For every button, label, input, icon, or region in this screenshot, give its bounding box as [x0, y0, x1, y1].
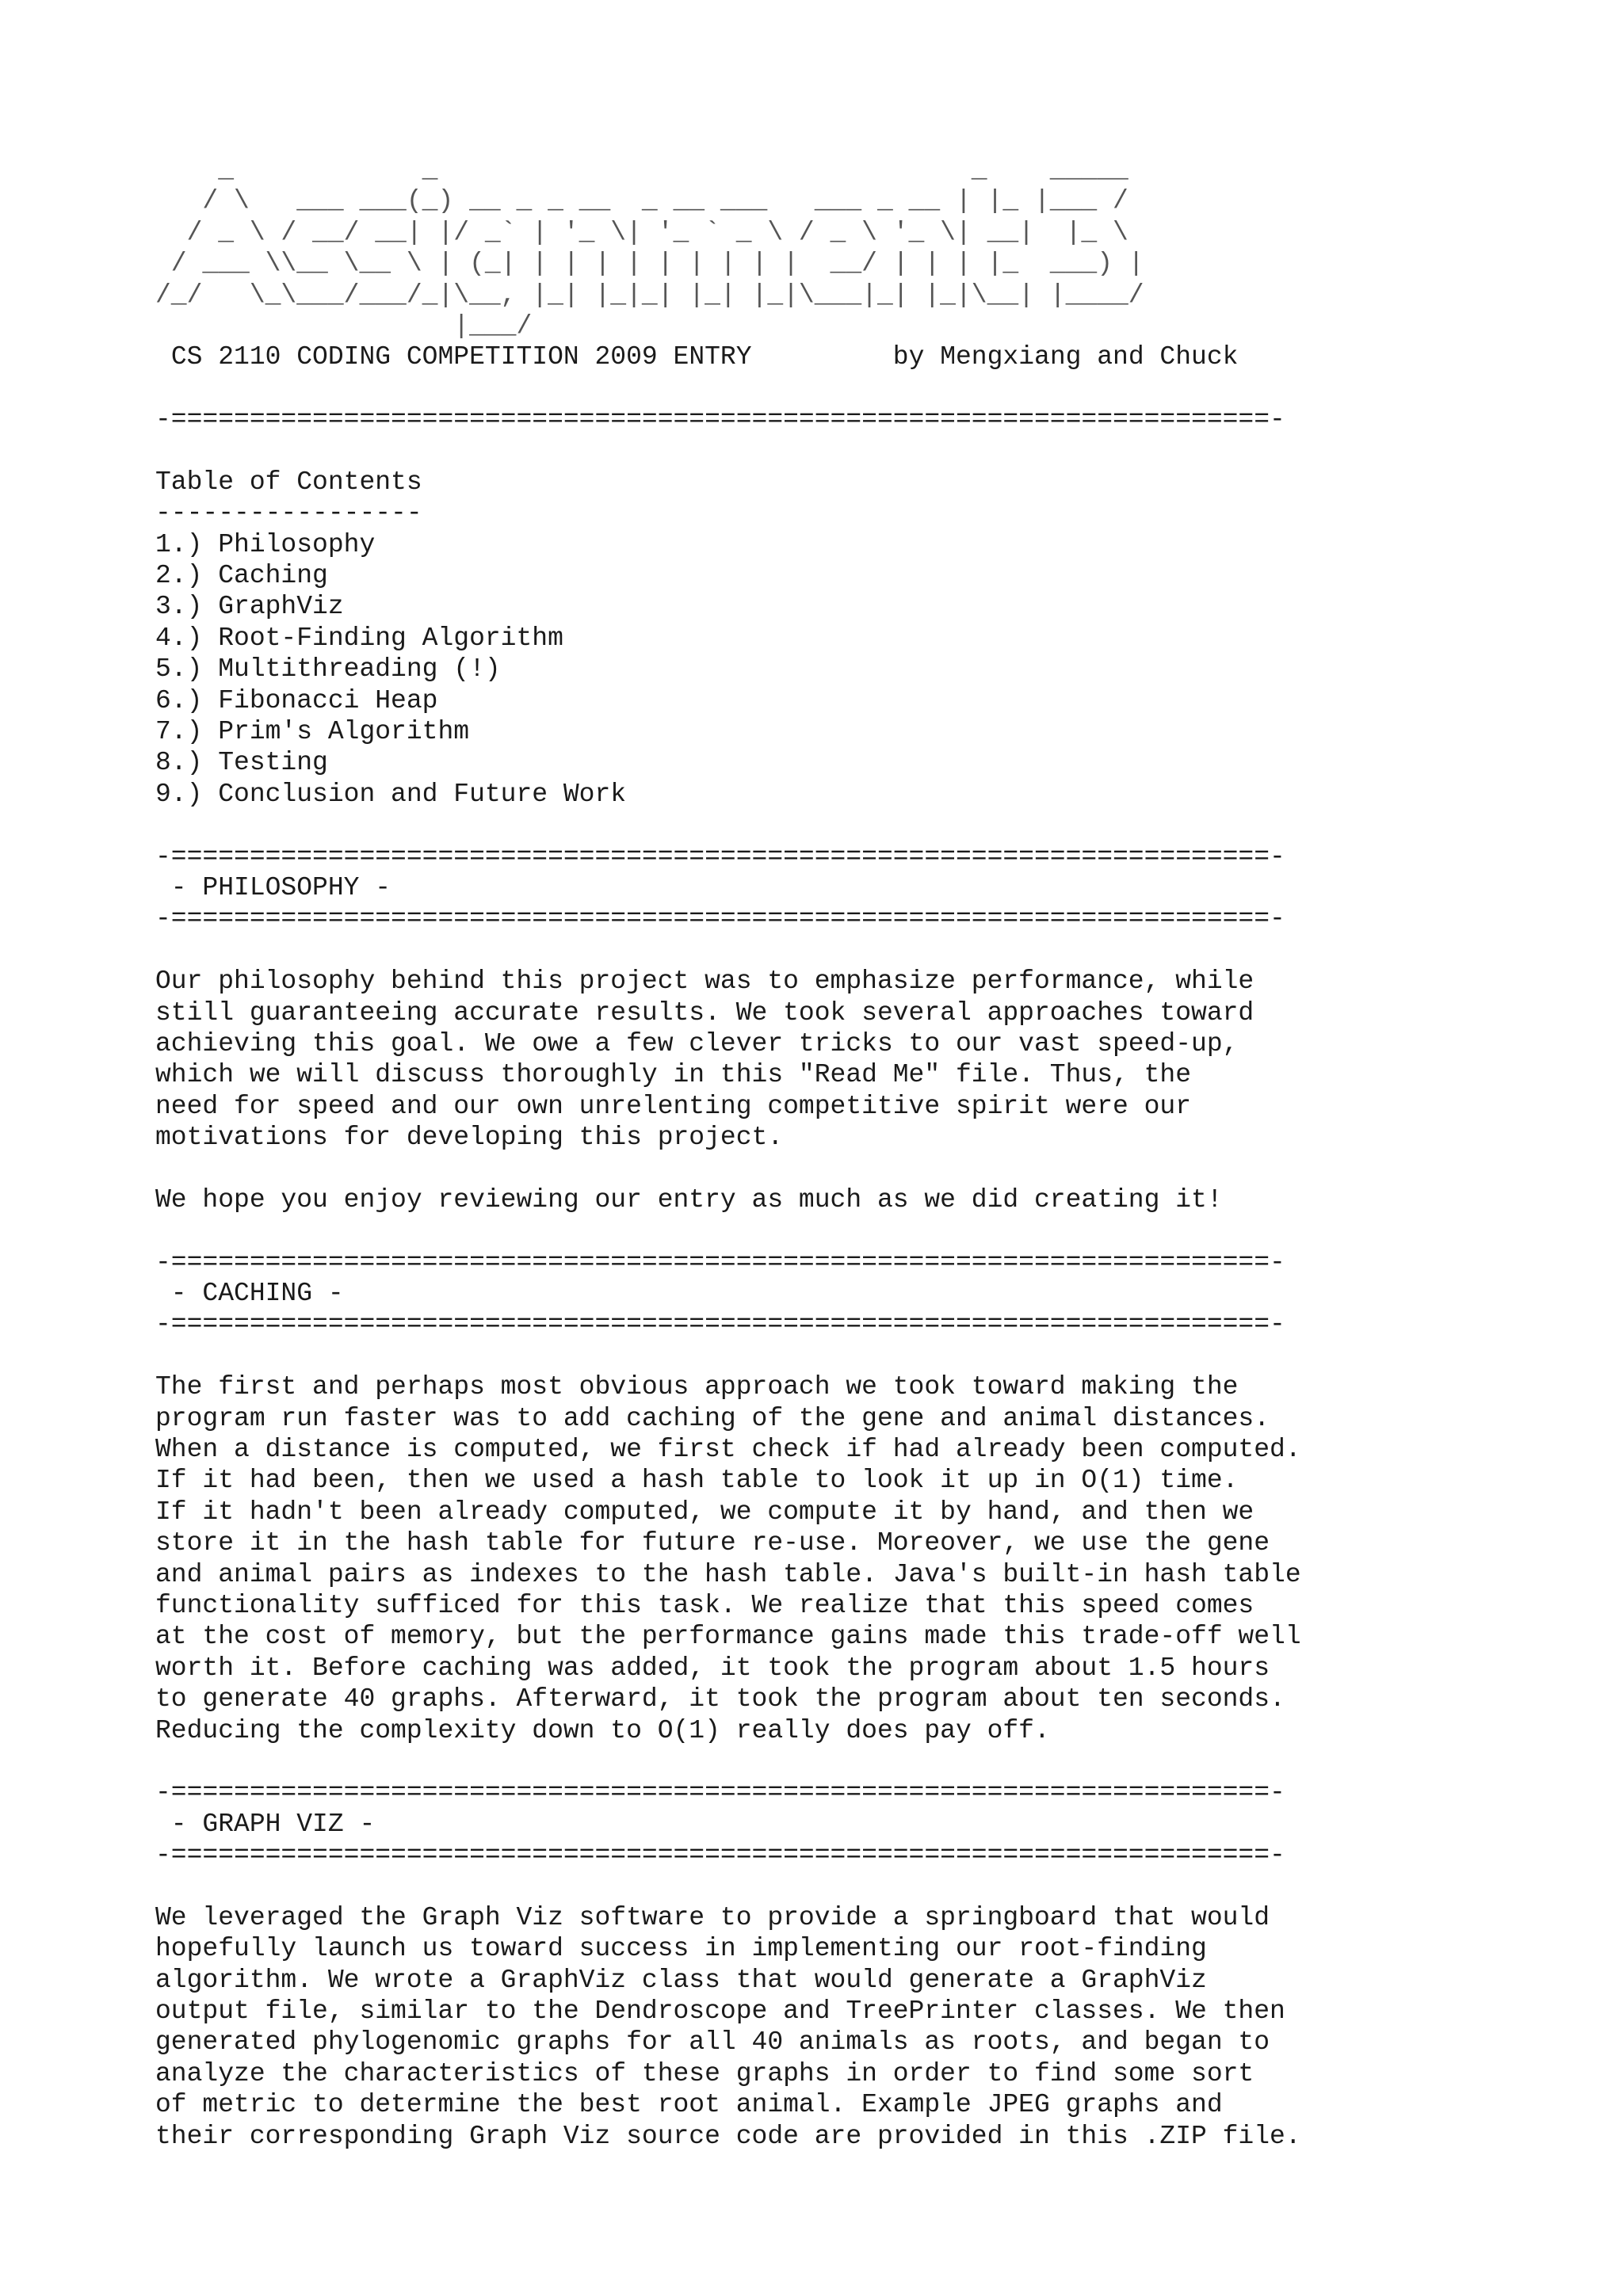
- toc-item: 9.) Conclusion and Future Work: [155, 779, 627, 809]
- section-philosophy: [155, 841, 1582, 1216]
- text-line: of metric to determine the best root animal. Example JPEG graphs and: [155, 2090, 1223, 2120]
- separator: -======================================================================-: [155, 841, 1285, 871]
- authors: by Mengxiang and Chuck: [892, 342, 1239, 372]
- separator: -======================================================================-: [155, 405, 1285, 435]
- text-line: If it hadn't been already computed, we compute it by hand, and then we: [155, 1497, 1254, 1527]
- toc-item: 3.) GraphViz: [155, 592, 344, 622]
- text-line: When a distance is computed, we first check if had already been computed.: [155, 1435, 1301, 1465]
- text-line: analyze the characteristics of these graphs in order to find some sort: [155, 2058, 1254, 2088]
- text-line: to generate 40 graphs. Afterward, it took the program about ten seconds.: [155, 1684, 1285, 1714]
- banner-line: |___/: [155, 311, 533, 341]
- toc-item: 5.) Multithreading (!): [155, 654, 501, 685]
- competition-title: CS 2110 CODING COMPETITION 2009 ENTRY: [170, 342, 752, 372]
- table-of-contents: [155, 467, 1582, 810]
- paragraph: [155, 1902, 1582, 2152]
- text-line: need for speed and our own unrelenting competitive spirit were our: [155, 1091, 1192, 1121]
- toc-item: 2.) Caching: [155, 561, 328, 591]
- text-line: their corresponding Graph Viz source code are provided in this .ZIP file.: [155, 2121, 1301, 2151]
- paragraph: [155, 1371, 1582, 1746]
- toc-item: 1.) Philosophy: [155, 529, 376, 559]
- separator: -======================================================================-: [155, 1310, 1285, 1340]
- text-line: Reducing the complexity down to O(1) really does pay off.: [155, 1715, 1050, 1745]
- text-line: program run faster was to add caching of the gene and animal distances.: [155, 1403, 1270, 1433]
- toc-underline: -----------------: [155, 498, 422, 528]
- text-line: The first and perhaps most obvious approach we took toward making the: [155, 1372, 1239, 1402]
- readme-document: [155, 154, 1582, 2152]
- text-line: store it in the hash table for future re-use. Moreover, we use the gene: [155, 1528, 1270, 1558]
- section-heading: - CACHING -: [155, 1279, 344, 1309]
- separator: -======================================================================-: [155, 904, 1285, 934]
- banner-line: _ _ _ _____: [155, 155, 1128, 185]
- text-line: hopefully launch us toward success in implementing our root-finding: [155, 1934, 1207, 1964]
- banner-line: /_/ \_\___/___/_|\__, |_| |_|_| |_| |_|\___|_| |_|\__| |____/: [155, 280, 1144, 310]
- separator: -======================================================================-: [155, 1840, 1285, 1871]
- separator: -======================================================================-: [155, 1247, 1285, 1277]
- text-line: generated phylogenomic graphs for all 40 animals as roots, and began to: [155, 2027, 1270, 2058]
- text-line: functionality sufficed for this task. We realize that this speed comes: [155, 1590, 1254, 1620]
- subtitle-row: [155, 341, 1582, 372]
- text-line: algorithm. We wrote a GraphViz class that would generate a GraphViz: [155, 1965, 1207, 1995]
- banner-line: / \ ___ ___(_) __ _ _ __ _ __ ___ ___ _ __ | |_ |___ /: [155, 186, 1128, 216]
- text-line: We leveraged the Graph Viz software to provide a springboard that would: [155, 1902, 1270, 1932]
- text-line: which we will discuss thoroughly in this "Read Me" file. Thus, the: [155, 1060, 1192, 1090]
- section-caching: [155, 1247, 1582, 1746]
- toc-item: 6.) Fibonacci Heap: [155, 685, 438, 715]
- ascii-title-banner: [155, 154, 1582, 341]
- paragraph: [155, 966, 1582, 1153]
- text-line: motivations for developing this project.: [155, 1123, 784, 1153]
- text-line: achieving this goal. We owe a few clever tricks to our vast speed-up,: [155, 1028, 1239, 1058]
- section-heading: - GRAPH VIZ -: [155, 1809, 376, 1839]
- text-line: worth it. Before caching was added, it took the program about 1.5 hours: [155, 1653, 1270, 1683]
- text-line: We hope you enjoy reviewing our entry as much as we did creating it!: [155, 1184, 1223, 1215]
- section-graph-viz: [155, 1777, 1582, 2152]
- section-heading: - PHILOSOPHY -: [155, 872, 391, 902]
- toc-item: 8.) Testing: [155, 748, 328, 778]
- toc-item: 7.) Prim's Algorithm: [155, 717, 470, 747]
- toc-item: 4.) Root-Finding Algorithm: [155, 623, 563, 653]
- text-line: at the cost of memory, but the performance gains made this trade-off well: [155, 1622, 1301, 1652]
- text-line: and animal pairs as indexes to the hash table. Java's built-in hash table: [155, 1559, 1301, 1589]
- toc-title: Table of Contents: [155, 467, 422, 497]
- banner-line: / _ \ / __/ __| |/ _` | '_ \| '_ ` _ \ / _ \ '_ \| __| |_ \: [155, 217, 1128, 247]
- text-line: still guaranteeing accurate results. We took several approaches toward: [155, 997, 1254, 1028]
- text-line: If it had been, then we used a hash table to look it up in O(1) time.: [155, 1466, 1239, 1496]
- banner-line: / ___ \\__ \__ \ | (_| | | | | | | | | | __/ | | | |_ ___) |: [155, 249, 1144, 279]
- text-line: Our philosophy behind this project was to emphasize performance, while: [155, 967, 1254, 997]
- separator: -======================================================================-: [155, 1778, 1285, 1808]
- text-line: output file, similar to the Dendroscope and TreePrinter classes. We then: [155, 1997, 1285, 2027]
- paragraph: [155, 1184, 1582, 1215]
